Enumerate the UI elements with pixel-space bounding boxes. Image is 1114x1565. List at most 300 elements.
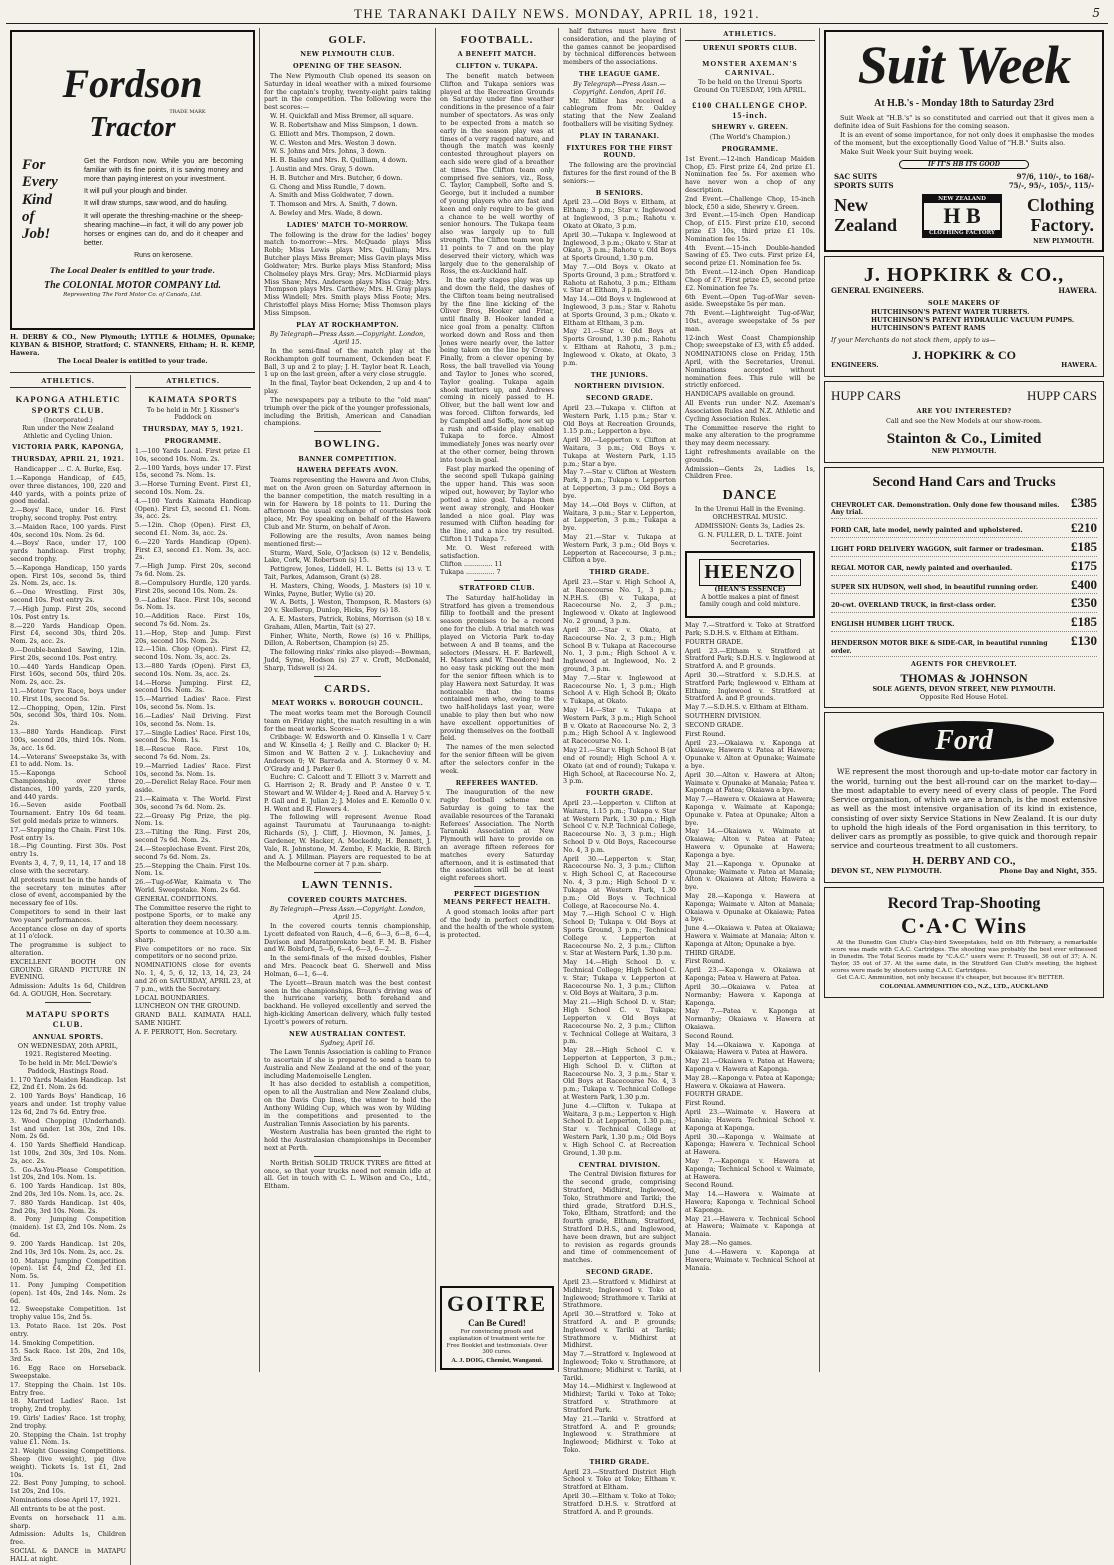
paragraph: 6.—One Wrestling. First 30s, second 10s. Post entry 2s.	[10, 588, 126, 605]
football-sub: CLIFTON v. TUKAPA.	[455, 62, 539, 71]
ford-logo-text: Ford	[935, 725, 993, 757]
fordson-body: Get the Fordson now. While you are becoming familiar with its fine points, it is saving money and more than paying interest on your investment.	[84, 158, 243, 184]
paragraph: The Committee reserve the right to postpone Sports, or to make any alteration they deem necessary.	[135, 903, 251, 928]
football-paras3	[440, 789, 554, 883]
fordson-body: It will operate the threshing-machine or the sheep-shearing machine—in fact, it will do any power job horses or engines can do, and do it cheaper and better.	[84, 212, 243, 247]
incorporated: (Incorporated.)	[43, 416, 93, 424]
paragraph: June 4.—Clifton v. Tukapa at Waitara, 3 p.m.; Lepperton v. High School D. at Lepperton, 1.30 p.m.; Star v. Technical College at Western Park, 1.30 p.m.; Old Boys v. High School C. at Recreation Ground, 1.30 p.m.	[563, 1101, 676, 1157]
paragraph: The New Plymouth Club opened its season on Saturday in ideal weather with a mixed foursome for the captain's trophy, twenty-eight pairs taking part in the competition. The following were the best scores:—	[264, 72, 431, 112]
athletics-kaponga	[10, 375, 131, 1564]
paragraph: 14. Smoking Competition.	[10, 1338, 95, 1347]
ford-address: DEVON ST., NEW PLYMOUTH.	[831, 866, 942, 875]
sac-prices: 97/6, 110/-, to 168/-	[1016, 172, 1094, 182]
hopkirk-item: HUTCHINSON'S PATENT WATER TURBETS.	[871, 308, 1030, 317]
paragraph: 10.—Addition Race. First 10s, second 7s 6d. Nom. 2s.	[135, 612, 251, 628]
dateline: By Telegraph—Press Assn.—Copyright. London, April 15.	[269, 330, 426, 347]
paragraph: Light refreshments available on the grounds.	[685, 447, 815, 464]
golf-paras	[264, 73, 431, 218]
column-1	[6, 28, 260, 1563]
paragraph: 9.—Double-banked Sawing, 12in. First 20s, second 10s. Post entry.	[10, 645, 126, 662]
paragraph: THIRD GRADE.	[685, 948, 736, 957]
paragraph: May 14.—Okaiawa v. Kaponga at Okaiawa; Hawera v. Patea at Hawera.	[685, 1040, 815, 1057]
hupp-ad	[824, 381, 1104, 463]
secondhand-row	[831, 519, 1097, 538]
dateline: By Telegraph—Press Assn.—Copyright. London, April 15.	[269, 905, 426, 922]
cac-company: COLONIAL AMMUNITION CO., N.Z., LTD., AUCKLAND	[879, 983, 1049, 991]
paragraph: 4.—Boys' Race, under 17, 100 yards handicap. First trophy, second trophy.	[10, 539, 126, 563]
paragraph: Cribbage: W. Edsworth and O. Kinsella 1 v. Carr and W. Kinsella 4; J. Reilly and C. Blacker 0; H. Simon and W. Batten 2 v. J. Lukacheviuy and Anderson 0; W. Barrada and A. Stormey 0 v. M. O'Grady and J. Parker 0.	[264, 733, 431, 773]
suit-week-dates: At H.B.'s - Monday 18th to Saturday 23rd	[874, 98, 1054, 110]
paragraph: 6th Event.—Open Tug-of-War seven-aside. Sweepstake 5s per man.	[685, 292, 815, 309]
hopkirk-right: HAWERA.	[1058, 286, 1097, 296]
secondhand-price: £130	[1071, 633, 1097, 649]
paragraph: 13.—880 Yards Handicap. First 100s, second 20s, third 10s. Nom. 3s, acc. 1s 6d.	[10, 728, 126, 752]
logo-text: CLOTHING FACTORY	[924, 230, 1000, 237]
paragraph: The programme is subject to alteration.	[10, 941, 126, 957]
paragraph: May 14.—Midhirst v. Inglewood at Midhirst; Tariki v. Toko at Toko; Stratford v. Strathmore at Stratford Park.	[563, 1382, 676, 1414]
league-sub: THE JUNIORS.	[590, 370, 649, 379]
paragraph: A. Smith and Miss Goldwater, 7 down.	[270, 191, 394, 200]
cac-title2: C·A·C Wins	[901, 913, 1027, 939]
paragraph: All protests must be in the hands of the secretary ten minutes after close of event, accompanied by the necessary fee of 10s.	[10, 875, 126, 908]
fordson-dealer-note: The Local Dealer is entitled to your trade.	[50, 265, 215, 275]
paragraph: 15.—Kaponga School Championship, over three distances, 100 yards, 220 yards, and 440 yards.	[10, 769, 126, 801]
paragraph: 3.—Horse Turning Event. First £1, second 10s. Nom. 2s.	[135, 480, 251, 496]
programme-label: PROGRAMME.	[164, 437, 222, 446]
athletics-kaimata	[135, 375, 255, 1564]
goitre-body: For convincing proofs and explanation of treatment write for Free Booklet and testimonials. Over 300 cures.	[446, 1329, 548, 1356]
paragraph: June 4.—Okaiawa v. Patea at Okaiawa; Hawera v. Waimate at Manaia; Alton v. Kaponga at Alton; Opunake a bye.	[685, 924, 815, 948]
fordson-slogan	[22, 157, 84, 261]
paragraph: 1.—100 Yards Local. First prize £1 10s, second 10s. Nom. 2s.	[135, 446, 251, 463]
secondhand-company: THOMAS & JOHNSON	[900, 671, 1028, 686]
paragraph: 12-inch West Coast Championship Chop; sweepstake of £3, with £5 added.	[685, 333, 815, 350]
venue: To be held in Mr. McL'Dewie's Paddock, Hastings Road.	[18, 1059, 118, 1075]
league-sub: FOURTH GRADE.	[585, 789, 654, 798]
football-sub: REFEREES WANTED.	[455, 778, 539, 787]
secondhand-desc: CHEVROLET CAR. Demonstration. Only done few thousand miles. Any trial.	[831, 501, 1060, 517]
paragraph: The Saturday half-holiday in Stratford has given a tremendous fillip to football and the present season promises to be a record one for the club. A trial match was played on Victoria Park to-day between A and B teams, and the selectors (Messrs. H. F. Barkwell, H. Masters and W. Theodore) had no easy task picking out the men for the senior fifteen which is to play Hawera next Saturday. It was noticeable that the teams contained men who, owing to the two half-holidays last year, were unable to play then but who now have excellent opportunities of proving themselves on the football field.	[440, 593, 554, 743]
perfect-digestion-heading: PERFECT DIGESTION MEANS PERFECT HEALTH.	[443, 890, 551, 906]
bowling-heading: BOWLING.	[314, 438, 381, 451]
sac-label: SAC SUITS	[834, 172, 878, 182]
event-date: ON WEDNESDAY, 20th APRIL, 1921. Registered Meeting.	[17, 1042, 119, 1059]
column-5	[681, 28, 820, 1372]
ford-company: H. DERBY AND CO.,	[912, 854, 1016, 867]
paragraph: SOUTHERN DIVISION.	[685, 712, 762, 721]
paragraph: April 30.—Stratford v. S.D.H.S. at Stratford Park; Inglewood v. Eltham at Eltham; Inglewood v. Stratford at Stratford A. and P. grounds.	[685, 671, 815, 703]
paragraph: Events on horseback 11 a.m. sharp.	[10, 1513, 126, 1530]
paragraph: 9. 200 Yards Handicap. 1st 20s, 2nd 10s, 3rd 10s. Nom. 2s, acc. 2s.	[10, 1239, 126, 1256]
paragraph: It has also decided to establish a competition, open to all the Australian and New Zealand clubs, on the Davis Cup lines, the winner to hold the Anthony Wilding Cup, which was won by Wilding in the competitions and presented to the Australian Tennis Association by his parents.	[264, 1080, 431, 1128]
secondhand-desc: ENGLISH HUMBER LIGHT TRUCK.	[831, 621, 955, 629]
hb-tag: IF IT'S HB ITS GOOD	[899, 160, 1029, 169]
cards-paras	[264, 710, 431, 869]
fordson-body: It will pull your plough and binder.	[84, 188, 188, 196]
paragraph: GENERAL CONDITIONS.	[135, 894, 218, 903]
paragraph: April 23.—Stratford District High School v. Toko at Toko; Eltham v. Stratford at Eltham.	[563, 1467, 676, 1492]
paragraph: April 23.—Tukapa v. Clifton at Western Park, 1.15 p.m.; Star v. Old Boys at Recreation Grounds, 1.15 p.m.; Lepperton a bye.	[563, 403, 676, 436]
league-para: Mr. Miller has received a cablegram from Mr. Oakley stating that the New Zealand footballers will be visiting Sydney.	[563, 96, 676, 128]
hopkirk-item: HUTCHINSON'S PATENT HYDRAULIC VACUUM PUMPS.	[871, 316, 1075, 325]
paragraph: 7. 880 Yards Handicap. 1st 40s, 2nd 20s, 3rd 10s. Nom. 2s.	[10, 1198, 126, 1215]
suit-week-ad	[824, 30, 1104, 252]
paragraph: May 7.—Star v. Inglewood at Racecourse No. 1, 3 p.m.; High School A v. High School B; Okato v. Tukapa, at Okato.	[563, 673, 676, 706]
central-para: The Central Division fixtures for the second grade, comprising Stratford, Midhirst, Inglewood, Toko, Strathmore and Tariki; the third grade, Stratford D.H.S., Toko, Eltham, Stratford; and the fourth grade, Eltham, Stratford, Stratford D.H.S., and Inglewood, have been drawn, but are subject to revision as regards grounds and time of commencement of matches.	[563, 1170, 676, 1265]
paragraph: 12.—15in. Chop (Open). First £2, second 10s. Nom. 3s, acc. 2s.	[135, 645, 251, 662]
league-sub: SECOND GRADE.	[585, 394, 654, 403]
paragraph: Western Australia has been granted the right to hold the Australasian championships in December next at Perth.	[264, 1128, 431, 1152]
golf-sub: PLAY AT ROCKHAMPTON.	[296, 320, 399, 329]
section-heading: ATHLETICS.	[135, 375, 251, 388]
paragraph: April 23.—Star v. High School A, at Racecourse No. 1, 3 p.m.; N.P.H.S. (B) v. Tukapa, at Racecourse No. 2, 3 p.m.; Inglewood v. Okato at Inglewood No. 2 ground, 3 p.m.	[563, 578, 676, 626]
paragraph: FOURTH GRADE.	[685, 1090, 743, 1099]
paragraph: Competitors to send in their last two years' performances.	[10, 907, 126, 924]
suit-week-para: It is an event of some importance, for not only does it emphasise the modes of the moment, but the exceptionally Good Value of "H.B." Suits also.	[834, 130, 1094, 147]
fixtures-central-second	[563, 1279, 676, 1455]
secondhand-price: £400	[1071, 576, 1097, 592]
paragraph: The inauguration of the new rugby football scheme next Saturday is going to tax the available resources of the Taranaki Referees' Association. The North Taranaki Association at New Plymouth will have to provide on an average fifteen referees for matches every Saturday afternoon, and it is estimated that the association will be at least eight referees short.	[440, 788, 554, 883]
paragraph: W. S. Johns and Mrs. Johns, 3 down.	[270, 147, 387, 156]
paragraph: Acceptance close on day of sports at 11 o'clock.	[10, 924, 126, 941]
paragraph: Sports to commence at 10.30 a.m. sharp.	[135, 928, 251, 944]
cards-sub: MEAT WORKS v. BOROUGH COUNCIL.	[271, 699, 424, 708]
dance-venue: In the Urenui Hall in the Evening. ORCHESTRAL MUSIC.	[694, 505, 806, 522]
secondhand-price: £185	[1071, 538, 1097, 554]
fordson-dealers-note: The Local Dealer is entitled to your trade.	[57, 357, 208, 366]
paragraph: 16.—Ladies' Nail Driving. First 10s, second 5s. Nom. 1s.	[135, 711, 251, 728]
secretaries: G. N. FULLER, D. L. TATE. Joint Secretaries.	[698, 530, 802, 547]
secondhand-desc: REGAL MOTOR CAR, newly painted and overhauled.	[831, 564, 1013, 572]
programme-label: PROGRAMME.	[721, 144, 779, 153]
tennis-paras	[264, 923, 431, 1027]
paragraph: May 7.—Kaponga v. Hawera at Kaponga; Technical School v. Waimate, at Hawera.	[685, 1156, 815, 1181]
paragraph: 20.—Derelict Relay Race. Four men aside.	[135, 778, 251, 795]
cac-footer: Get C.A.C. Ammunition, not only because it's cheaper, but because it's BETTER.	[837, 975, 1065, 982]
heenzo-ad	[685, 551, 815, 618]
paragraph: 5.—Kaponga Handicap, 150 yards open. First 10s, second 5s, third 2s. Nom. 2s, acc. 1s.	[10, 563, 126, 588]
football-paras2	[440, 595, 554, 776]
football-sub: A BENEFIT MATCH.	[457, 50, 537, 59]
suit-week-location: NEW PLYMOUTH.	[1033, 238, 1094, 246]
paragraph: T. Thomson and Mrs. A. Smith, 7 down.	[270, 200, 398, 209]
column-3	[436, 28, 559, 1372]
hupp-left: HUPP CARS	[831, 388, 901, 404]
golf-paras3	[264, 348, 431, 428]
paragraph: May 7.—Hawera v. Okaiawa at Hawera; Kaponga v. Waimate at Kaponga; Opunake v. Patea at Opunake; Alton a bye.	[685, 795, 815, 827]
union-note: Run under the New Zealand Athletic and Cycling Union.	[22, 423, 114, 440]
paragraph: Second Round.	[685, 1031, 734, 1040]
hopkirk-makers: SOLE MAKERS OF	[927, 298, 1001, 307]
paragraph: 9.—Ladies' Race. First 10s, second 5s. Nom. 1s.	[135, 595, 251, 612]
paragraph: April 30.—Lepperton v. Clifton at Waitara, 3 p.m.; Old Boys v. Tukapa at Western Park, 1.15 p.m.; Star a bye.	[563, 436, 676, 468]
heenzo-body: A bottle makes a pint of finest family cough and cold mixture.	[699, 592, 801, 609]
paragraph: All Events run under N.Z. Axeman's Association Rules and N.Z. Athletic and Cycling Association Rules.	[685, 399, 815, 423]
paragraph: 17.—Stepping the Chain. First 10s. Post entry 1s.	[10, 825, 126, 842]
paragraph: HANDICAPS available on ground.	[685, 390, 796, 399]
paragraph: May 14.—Star v. Tukapa at Western Park, 3 p.m.; High School B v. Okato at Racecourse No. 2, 3 p.m.; High School A v. Inglewood at Racecourse No. 1.	[563, 706, 676, 746]
paragraph: 24.—Steeplechase Event. First 20s, second 7s 6d. Nom. 2s.	[135, 844, 251, 861]
hopkirk-item: HUTCHINSON'S PATENT RAMS	[871, 324, 986, 333]
bowling-sub: BANNER COMPETITION.	[298, 454, 397, 463]
secondhand-desc: HENDERSON MOTOR BIKE & SIDE-CAR, in beautiful running order.	[831, 640, 1048, 655]
fordson-trademark: TRADE MARK	[169, 108, 206, 115]
paragraph: April 23.—Stratford v. Midhirst at Midhirst; Inglewood v. Toko at Inglewood; Strathmore v. Tariki at Strathmore.	[563, 1277, 676, 1310]
paragraph: All entrants to be at the post.	[10, 1504, 106, 1513]
paragraph: The following rinks' rinks also played:—Bowman, Judd, Syme, Hodson (s) 27 v. Croft, McDonald, Sharp, Tidswell (s) 24.	[264, 648, 431, 672]
paragraph: May 14.—Hawera v. Waimate at Hawera; Kaponga v. Technical School at Kaponga.	[685, 1190, 815, 1214]
cac-ad	[824, 887, 1104, 998]
paragraph: 2. 100 Yards Boys' Handicap, 16 years and under. 1st trophy value 12s 6d, 2nd 7s 6d. Entry free.	[10, 1092, 126, 1116]
section-heading: ATHLETICS.	[10, 375, 126, 388]
paragraph: May 21.—Hawera v. Technical School at Hawera; Waimate v. Kaponga at Manaia.	[685, 1214, 815, 1239]
paragraph: G. Chong and Miss Rundle, 7 down.	[270, 182, 386, 191]
venue: VICTORIA PARK, KAPONGA,	[12, 443, 124, 452]
paragraph: 17.—Single Ladies' Race. First 10s, second 5s. Nom. 1s.	[135, 728, 251, 745]
goitre-ad	[440, 1286, 554, 1370]
paragraph: 18.—Pig Counting. First 30s. Post entry 1s.	[10, 842, 126, 859]
paragraph: First Round.	[685, 1099, 726, 1108]
secondhand-desc: 20-cwt. OVERLAND TRUCK, in first-class order.	[831, 602, 996, 610]
chop-prize: £100 CHALLENGE CHOP. 15-inch.	[692, 100, 808, 120]
hupp-location: NEW PLYMOUTH.	[931, 446, 997, 455]
league-sub: NORTHERN DIVISION.	[574, 382, 665, 391]
fordson-brand: Fordson	[62, 61, 203, 106]
paragraph: The newspapers pay a tribute to the "old man" triumph over the pick of the younger professionals, including the British, American and Canadian champions.	[264, 395, 431, 428]
paragraph: April 30.—Alton v. Hawera at Alton; Waimate v. Opunake at Manaia; Patea v. Kaponga at Patea; Okaiawa a bye.	[685, 770, 815, 795]
secondhand-row	[831, 538, 1097, 557]
secondhand-row	[831, 632, 1097, 657]
sports-prices: 75/-, 95/-, 105/-, 115/-	[1008, 180, 1094, 190]
hopkirk-right2: HAWERA.	[1061, 361, 1097, 370]
hb-logo	[922, 194, 1002, 238]
secondhand-price: £210	[1071, 519, 1097, 535]
tennis-sub: COVERED COURTS MATCHES.	[287, 895, 408, 904]
league-sub: SECOND GRADE.	[585, 1268, 654, 1277]
paragraph: 7.—High Jump. First 20s, second 10s. Post entry 1s.	[10, 604, 126, 621]
secondhand-row	[831, 594, 1097, 613]
paragraph: In the early stages play was up and down the field, the dashes of the Clifton team being neutralised by the fine line kicking of the Oliver Bros, Hooker and Friar, until finally B. Hooker landed a nice goal from a penalty. Clifton worked down and Ross and then Jones were nearly over, the latter being taken on the line by Crone. Finally, from a clever opening by Ross, the ball travelled via Young and Taylor to Jones who scored, Taylor goaling. Tukapa again shook matters up, and Andrews coming in nicely passed to H. Oliver, but the ball went low and was forced. Clifton forwards, led by Campbell and Soffe, now set up a rush and off-side play enabled Tukapa to force. Almost immediately Jones was nearly over at the other corner, being thrown into touch in goal.	[440, 276, 554, 464]
secondhand-opposite: Opposite Red House Hotel.	[919, 692, 1009, 701]
paragraph: A. Bewley and Mrs. Wade, 8 down.	[270, 209, 383, 218]
score-line: Clifton .............. 11	[440, 560, 503, 569]
paragraph: 21.—Kaimata v. The World. First 30s, second 7s 6d. Nom. 2s.	[135, 795, 251, 811]
cac-body: At the Dunedin Gun Club's Clay-bird Sweepstakes, held on 8th February, a remarkable score was made with C.A.C. Cartridges. The shooting was probably the best ever witnessed in Dunedin. The Total Scores made by "C.A.C." users were: F. Trussell, 36 out of 37; A. N. Taylor, 35 out of 37. At the same date, in the Stratford Gun Club's meeting, the highest scores were made by shooters using C.A.C. Cartridges.	[831, 940, 1097, 974]
secondhand-address: SOLE AGENTS, DEVON STREET, NEW PLYMOUTH.	[872, 684, 1056, 693]
paragraph: In the semi-finals of the mixed doubles, Fisher and Mrs. Peacock beat G. Sherwell and Miss Holman, 6—1, 6—4.	[264, 954, 431, 978]
paragraph: April 23.—Lepperton v. Clifton at Waitara, 1.15 p.m.; Tukapa v. Star at Western Park, 1.30 p.m.; High School C v. N.P. Technical College, Racecourse No. 3, 3 p.m.; High School D v. Old Boys, Racecourse No. 4, 3 p.m.	[563, 798, 676, 854]
page-number: 5	[1092, 6, 1100, 20]
clothing-word: Factory.	[1030, 215, 1094, 236]
paragraph: 3. Wood Chopping (Underhand). 1st and under. 1st 30s, 2nd 10s. Nom. 2s 6d.	[10, 1116, 126, 1141]
fixtures-central-third	[563, 1469, 676, 1517]
logo-text: NEW ZEALAND	[924, 196, 1000, 203]
secondhand-price: £385	[1071, 494, 1097, 510]
paragraph: LOCAL BOUNDARIES.	[135, 993, 210, 1002]
paragraph: Fast play marked the opening of the second spell Tukapa gaining the upper hand. This was soon wiped out, however, by Taylor who potted a nice goal. Tukapa then went away strongly, and Hooker landed a nice goal. Play was resumed with Clifton heading for the line, and a nice try resulted. Clifton 11 Tukapa 7.	[440, 464, 554, 543]
paragraph: SECOND GRADE.	[685, 720, 744, 729]
section-heading: ATHLETICS.	[685, 28, 815, 41]
fordson-body: Runs on kerosene.	[134, 251, 193, 259]
hopkirk-title2: J. HOPKIRK & CO	[912, 347, 1016, 362]
slogan-word: Job!	[22, 226, 51, 243]
paragraph: 17. Stepping the Chain. 1st 10s. Entry free.	[10, 1380, 126, 1397]
column-4	[559, 27, 681, 1516]
paragraph: 4.—100 Yards Kaimata Handicap (Open). First £3, second £1. Nom. 3s, acc. 2s.	[135, 496, 251, 521]
secondhand-list	[831, 494, 1097, 657]
paragraph: June 4.—Hawera v. Kaponga at Hawera; Waimate v. Technical School at Manaia.	[685, 1247, 815, 1272]
secondhand-price: £350	[1071, 595, 1097, 611]
sports-label: SPORTS SUITS	[834, 180, 894, 190]
fixtures-b-seniors	[563, 199, 676, 367]
secondhand-row	[831, 494, 1097, 519]
league-sub: FIXTURES FOR THE FIRST ROUND.	[566, 143, 673, 160]
paragraph: May 21.—Kaponga v. Opunake at Opunake; Waimate v. Patea at Manaia; Alton v. Okaiawa at Alton; Hawera a bye.	[685, 859, 815, 892]
football-paras	[440, 73, 554, 560]
dance-admission: ADMISSION: Gents 3s, Ladies 2s.	[695, 521, 805, 530]
paragraph: The Lycett—Braun match was the best contest seen in the championships. Braun's driving was of the hurricane variety, both forehand and backhand. He volleyed excellently and served the high-kicking American delivery, which fully tested Lycett's powers of return.	[264, 978, 431, 1026]
fordson-representing: Representing The Ford Motor Co. of Canada, Ltd.	[63, 291, 202, 298]
secondhand-desc: SUPER SIX HUDSON, well shod, in beautiful running order.	[831, 583, 1038, 591]
league-sub: THE LEAGUE GAME.	[578, 70, 661, 79]
hopkirk-left: GENERAL ENGINEERS.	[831, 286, 924, 296]
paragraph: A. F. PERROTT, Hon. Secretary.	[135, 1027, 238, 1036]
slogan-word: For	[22, 157, 46, 174]
goitre-title: GOITRE	[446, 1291, 548, 1317]
paragraph: 22.—Greasy Pig Prize, the pig. Nom. 1s.	[135, 811, 251, 828]
club-name: KAPONGA ATHLETIC SPORTS CLUB.	[15, 394, 121, 415]
paragraph: H. B. Butcher and Mrs. Butcher, 6 down.	[270, 173, 403, 182]
paragraph: May 7.—Patea v. Kaponga at Normanby; Okaiawa v. Hawera at Okaiawa.	[685, 1007, 815, 1031]
paragraph: G. Elliott and Mrs. Thompson, 2 down.	[270, 129, 396, 138]
fordson-product: Tractor	[89, 111, 176, 143]
fordson-body: It will draw stumps, saw wood, and do hauling.	[84, 200, 228, 208]
paragraph: May 7.—Old Boys v. Okato at Sports Ground, 3 p.m.; Stratford v. Rahotu at Rahotu, 3 p.m.; Eltham v. Star at Eltham, 3 p.m.	[563, 262, 676, 295]
paragraph: The Lawn Tennis Association is cabling to France to ascertain if she is prepared to send a team to Australia and New Zealand at the end of the year, including Mademoiselle Lenglen.	[264, 1048, 431, 1080]
paragraph: The names of the men selected for the senior fifteen will be given after the selectors confer in the week.	[440, 743, 554, 775]
paragraph: 16. Egg Race on Horseback. Sweepstake.	[10, 1364, 126, 1380]
slogan-word: of	[22, 208, 35, 225]
venue: To be held in Mr. J. Kissner's Paddock on	[146, 405, 240, 422]
ford-ad	[824, 712, 1104, 883]
paragraph: 5. Go-As-You-Please Competition. 1st 20s, 2nd 10s. Nom. 1s.	[10, 1165, 126, 1182]
handicapper: Handicapper ... C. A. Burke, Esq.	[14, 465, 122, 474]
fordson-company: The COLONIAL MOTOR COMPANY Ltd.	[44, 279, 221, 291]
paragraph: May 28.—High School C. v. Lepperton at Lepperton, 3 p.m.; High School D. v. Clifton at Racecourse No. 3, 3 p.m.; Star v. Old Boys at Racecourse No. 4, 3 p.m.; Tukapa v. Technical College at Western Park, 1.30 p.m.	[563, 1046, 676, 1101]
paragraph: April 30.—Tukapa v. Inglewood at Inglewood, 3 p.m.; Okato v. Star at Okato, 3 p.m.; Rahotu v. Old Boys at Sports Ground, 1.30 p.m.	[563, 230, 676, 263]
league-sub: B SENIORS.	[595, 188, 644, 197]
secondhand-ad	[824, 467, 1104, 709]
secondhand-price: £185	[1071, 614, 1097, 630]
paragraph: W. C. Weston and Mrs. Weston 3 down.	[270, 138, 397, 147]
paragraph: Nominations close April 17, 1921.	[10, 1496, 121, 1505]
column-2	[260, 28, 436, 1372]
league-intro: half fixtures must have first consideration, and the playing of the games cannot be jeopardised by technical differences between members of the associations.	[563, 27, 676, 67]
paragraph: 5th Event.—12-inch Open Handicap Chop of £7. First prize £5, second prize £2. Nomination fee 7s.	[685, 268, 815, 292]
paragraph: 21. Weight Guessing Competitions. Sheep (live weight), pig (live weight). Tickets 1s. 1st £1, 2nd 10s.	[10, 1447, 126, 1479]
paragraph: 13. Potato Race. 1st 20s. Post entry.	[10, 1322, 126, 1338]
hopkirk-left2: ENGINEERS.	[831, 361, 879, 370]
paragraph: 15. Sack Race. 1st 20s, 2nd 10s, 3rd 5s.	[10, 1347, 126, 1364]
paragraph: May 28.—No games.	[685, 1239, 753, 1248]
paragraph: 6.—220 Yards Handicap (Open). First £3, second £1. Nom. 3s, acc. 2s.	[135, 537, 251, 562]
paragraph: Admission: Adults 1s, Children free.	[10, 1530, 126, 1547]
secondhand-row	[831, 557, 1097, 576]
paragraph: 11. Pony Jumping Competition (open). 1st 40s, 2nd 14s. Nom. 2s 6d.	[10, 1280, 126, 1305]
paragraph: April 23.—Old Boys v. Eltham, at Eltham; 3 p.m.; Star v. Inglewood at Inglewood, 3 p.m.; Rahotu v. Okato at Okato, 3 p.m.	[563, 198, 676, 230]
paragraph: 12.—Chopping, Open, 12in. First 50s, second 30s, third 10s. Nom. 2s.	[10, 703, 126, 728]
paragraph: 13.—880 Yards (Open). First £3, second 10s. Nom. 3s, acc. 2s.	[135, 662, 251, 678]
paragraph: 14.—Veterans' Sweepstake 3s, with £1 to add. Nom. 1s.	[10, 752, 126, 769]
dance-heading: DANCE	[722, 488, 778, 504]
paragraph: 19. Girls' Ladies' Race. 1st trophy, 2nd trophy.	[10, 1413, 126, 1430]
paragraph: 8. Pony Jumping Competition (maiden). 1st £3, 2nd 10s. Nom. 2s 6d.	[10, 1215, 126, 1240]
paragraph: 4th Event.—15-inch Double-handed Sawing of £5. Two cuts. First prize £4, second prize £1. Nomination fee 5s.	[685, 243, 815, 268]
paragraph: May 21.—High School D. v. Star; High School C. v. Tukapa; Lepperton v. Old Boys at Racecourse No. 2, 3 p.m.; Clifton v. Technical College at Waitara, 3 p.m.	[563, 998, 676, 1046]
paragraph: May 21.—Okaiawa v. Patea at Hawera; Kaponga v. Hawera at Kaponga.	[685, 1057, 815, 1074]
paragraph: SOCIAL & DANCE in MATAPU HALL at night.	[10, 1546, 126, 1563]
paragraph: 22. Best Pony Jumping, to school. 1st 20s, 2nd 10s.	[10, 1479, 126, 1496]
secondhand-row	[831, 576, 1097, 595]
fordson-ad	[10, 30, 255, 330]
golf-sub: NEW PLYMOUTH CLUB.	[300, 50, 395, 59]
kaponga-items	[10, 475, 126, 999]
paragraph: First Round.	[685, 729, 726, 738]
paragraph: April 30.—Okaiawa v. Patea at Normanby; Hawera v. Kaponga at Kaponga.	[685, 982, 815, 1007]
matapu-items	[10, 1077, 126, 1564]
fixtures-third-grade	[563, 579, 676, 786]
event-date: THURSDAY, MAY 5, 1921.	[142, 425, 244, 434]
league-sub: THIRD GRADE.	[589, 568, 650, 577]
paragraph: Admission: Adults 1s 6d, Children 6d. A. GOUGH, Hon. Secretary.	[10, 982, 126, 999]
paragraph: Admission—Gents 2s, Ladies 1s, Children Free.	[685, 464, 815, 481]
paragraph: April 23.—Eltham v. Stratford at Stratford Park; S.D.H.S. v. Inglewood at Stratford A. and P. grounds.	[685, 646, 815, 671]
event-name: MONSTER AXEMAN'S CARNIVAL.	[702, 58, 798, 77]
paragraph: 6. 100 Yards Handicap. 1st 80s, 2nd 20s, 3rd 10s. Nom. 1s, acc. 2s.	[10, 1182, 126, 1199]
secondhand-agents: AGENTS FOR CHEVROLET.	[910, 660, 1018, 669]
paragraph: Teams representing the Hawera and Avon Clubs, met on the Avon green on Saturday afternoon in the banner competition, the match resulting in a win for Hawera by 18 points to 11. During the afternoon the usual exchange of courtesies took place, Mr. Foy speaking on behalf of the Hawera Club and Mr. Sturm, on behalf of Avon.	[264, 476, 431, 532]
goitre-name: A. J. DOIG, Chemist, Wanganui.	[451, 1357, 543, 1365]
urenui-items	[685, 156, 815, 482]
club-name: KAIMATA SPORTS	[148, 394, 238, 405]
paragraph: 4. 150 Yards Sheffield Handicap. 1st 100s, 2nd 30s, 3rd 10s. Nom. 2s, acc. 2s.	[10, 1141, 126, 1165]
venue: To be held on the Urenui Sports Ground On TUESDAY, 19th APRIL.	[693, 78, 807, 94]
bowling-paras	[264, 477, 431, 673]
paragraph: 2.—100 Yards, boys under 17. First 15s, second 7s. Nom. 1s.	[135, 463, 251, 480]
paragraph: 3.—Maiden Race, 100 yards. First 40s, second 10s. Nom. 2s 6d.	[10, 522, 126, 539]
paragraph: 5.—12in. Chop (Open). First £3, second £1. Nom. 3s, acc. 2s.	[135, 521, 251, 538]
heenzo-sub: (HEAN'S ESSENCE)	[714, 584, 786, 593]
fixtures-fourth-grade	[563, 800, 676, 1158]
paragraph: First Round.	[685, 957, 726, 966]
paragraph: 19.—Married Ladies' Race. First 10s, second 5s. Nom. 1s.	[135, 761, 251, 778]
paragraph: 10.—440 Yards Handicap Open. First 160s, second 50s, third 20s. Nom. 2s, acc. 2s.	[10, 662, 126, 687]
ford-body: WE represent the most thorough and up-to-date motor car factory in the world, turning out the best all-round car on the market to-day—the most adaptable to every need of every class of people. The Ford Service organisation, of which we are a branch, is the most extensive as well as the most intensive organisation of its kind in existence, consisting of over sixty Service Stations in New Zealand. It is our duty to uphold the high ideals of the Ford organisation in this territory, to deliver cars as promptly as possible, to give quick and thorough repair service and courteous treatment to all customers.	[831, 767, 1097, 851]
golf-heading: GOLF.	[328, 34, 367, 46]
paragraph: 8.—Compulsory Hurdle, 120 yards. First 20s, second 10s. Nom. 2s.	[135, 578, 251, 595]
paragraph: May 7.—Stratford v. Inglewood at Inglewood; Toko v. Strathmore, at Strathmore; Midhirst v. Tariki, at Tariki.	[563, 1350, 676, 1382]
paragraph: Sturm, Ward, Sole, O'Jackson (s) 12 v. Bendelis, Lake, Cork, W. Robertson (s) 15.	[264, 548, 431, 565]
paragraph: 11.—Motor Tyre Race, boys under 10. First 10s, second 5s.	[10, 687, 126, 703]
league-sub: PLAY IN TARANAKI.	[579, 131, 660, 140]
tennis-heading: LAWN TENNIS.	[301, 879, 394, 892]
nz-word: New	[834, 195, 868, 216]
paragraph: Pettigrew, Jones, Liddell, H. L. Betts (s) 13 v. T. Tait, Parkes, Adamson, Grant (s) 28.	[264, 565, 431, 581]
paragraph: May 7.—S.D.H.S. v. Eltham at Eltham.	[685, 703, 809, 712]
paragraph: Finher, White, North, Rowe (s) 16 v. Phillips, Dillon, A. Robertson, Champion (s) 25.	[264, 631, 431, 648]
paragraph: 26.—Tug-of-War, Kaimata v. The World. Sweepstake. Nom. 2s 6d.	[135, 878, 251, 894]
paragraph: Euchre: C. Calcott and T. Elliott 3 v. Marrett and G. Harrison 2; R. Brady and P. Anstee 0 v. T. Stewart and W. Wilder 4; J. Reed and A. Harvey 5 v. P. Gall and E. Julian 2; J. Moles and E. Kemollo 0 v. H. Went and R. Flowers 4.	[264, 773, 431, 813]
